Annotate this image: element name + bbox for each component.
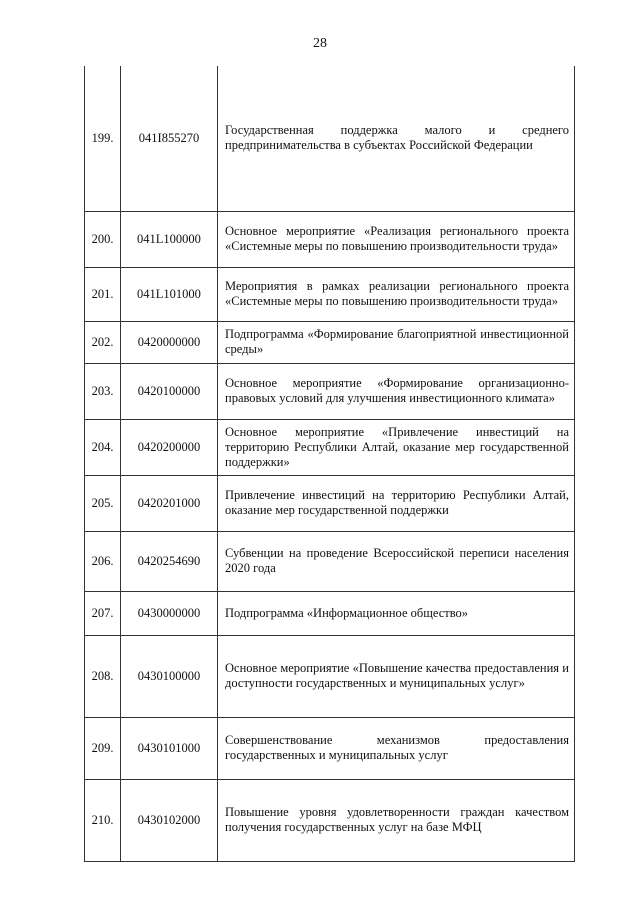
row-number: 207. bbox=[85, 591, 121, 635]
row-description: Основное мероприятие «Привлечение инвестиций на территорию Республики Алтай, оказание мер государственной поддержки» bbox=[218, 419, 575, 475]
budget-codes-table bbox=[84, 66, 575, 862]
row-description: Привлечение инвестиций на территорию Республики Алтай, оказание мер государственной поддержки bbox=[218, 475, 575, 531]
row-number: 209. bbox=[85, 717, 121, 779]
row-number: 202. bbox=[85, 321, 121, 363]
row-number: 203. bbox=[85, 363, 121, 419]
row-description: Повышение уровня удовлетворенности граждан качеством получения государственных услуг на базе МФЦ bbox=[218, 779, 575, 861]
table-row bbox=[85, 717, 575, 779]
target-code: 0420201000 bbox=[121, 475, 218, 531]
row-number: 200. bbox=[85, 211, 121, 267]
target-code: 0430101000 bbox=[121, 717, 218, 779]
row-description: Мероприятия в рамках реализации регионального проекта «Системные меры по повышению производительности труда» bbox=[218, 267, 575, 321]
row-number: 210. bbox=[85, 779, 121, 861]
table-row bbox=[85, 267, 575, 321]
target-code: 0420254690 bbox=[121, 531, 218, 591]
row-description: Государственная поддержка малого и среднего предпринимательства в субъектах Российской Федерации bbox=[218, 66, 575, 211]
row-number: 205. bbox=[85, 475, 121, 531]
row-description: Основное мероприятие «Повышение качества предоставления и доступности государственных и муниципальных услуг» bbox=[218, 635, 575, 717]
row-number: 199. bbox=[85, 66, 121, 211]
target-code: 0430000000 bbox=[121, 591, 218, 635]
row-description: Подпрограмма «Информационное общество» bbox=[218, 591, 575, 635]
table-row bbox=[85, 635, 575, 717]
row-number: 206. bbox=[85, 531, 121, 591]
table-row bbox=[85, 363, 575, 419]
target-code: 0430102000 bbox=[121, 779, 218, 861]
table-row bbox=[85, 66, 575, 211]
row-description: Подпрограмма «Формирование благоприятной инвестиционной среды» bbox=[218, 321, 575, 363]
table-row bbox=[85, 419, 575, 475]
target-code: 0430100000 bbox=[121, 635, 218, 717]
target-code: 0420200000 bbox=[121, 419, 218, 475]
table-row bbox=[85, 321, 575, 363]
row-number: 204. bbox=[85, 419, 121, 475]
target-code: 041L101000 bbox=[121, 267, 218, 321]
row-description: Основное мероприятие «Реализация регионального проекта «Системные меры по повышению производительности труда» bbox=[218, 211, 575, 267]
row-number: 201. bbox=[85, 267, 121, 321]
row-number: 208. bbox=[85, 635, 121, 717]
target-code: 041L100000 bbox=[121, 211, 218, 267]
table-row bbox=[85, 591, 575, 635]
row-description: Совершенствование механизмов предоставления государственных и муниципальных услуг bbox=[218, 717, 575, 779]
table-row bbox=[85, 779, 575, 861]
table-row bbox=[85, 531, 575, 591]
target-code: 0420100000 bbox=[121, 363, 218, 419]
row-description: Субвенции на проведение Всероссийской переписи населения 2020 года bbox=[218, 531, 575, 591]
table-row bbox=[85, 475, 575, 531]
row-description: Основное мероприятие «Формирование организационно-правовых условий для улучшения инвестиционного климата» bbox=[218, 363, 575, 419]
table-row bbox=[85, 211, 575, 267]
target-code: 0420000000 bbox=[121, 321, 218, 363]
page-number: 28 bbox=[313, 36, 327, 51]
target-code: 041I855270 bbox=[121, 66, 218, 211]
